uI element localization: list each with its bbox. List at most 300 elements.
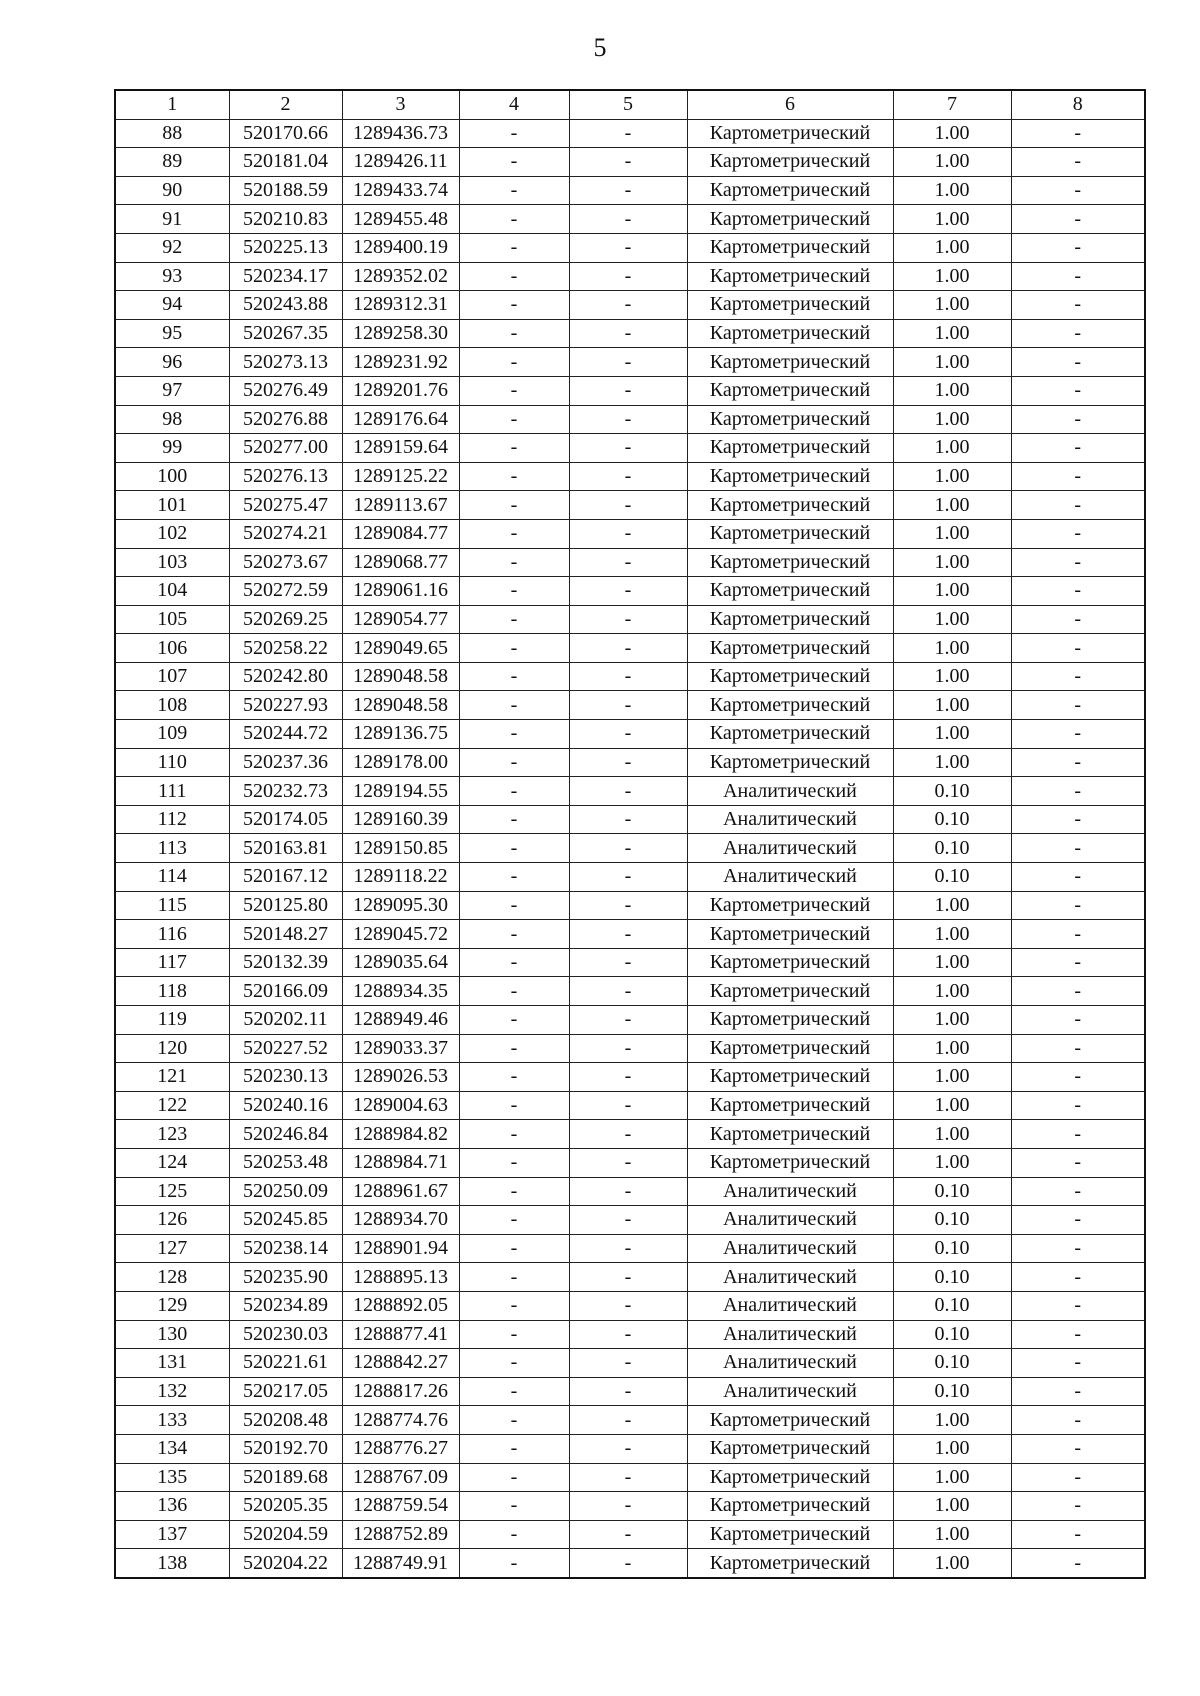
col8-cell: - [1011, 491, 1145, 520]
x-coordinate-cell: 520273.67 [229, 548, 342, 577]
table-row [115, 662, 1145, 691]
col4-cell: - [459, 1349, 569, 1378]
col5-cell: - [569, 1263, 687, 1292]
x-coordinate-cell: 520192.70 [229, 1434, 342, 1463]
point-number-cell: 96 [115, 348, 229, 377]
point-number-cell: 119 [115, 1006, 229, 1035]
col5-cell: - [569, 948, 687, 977]
point-number-cell: 88 [115, 119, 229, 148]
col4-cell: - [459, 205, 569, 234]
x-coordinate-cell: 520189.68 [229, 1463, 342, 1492]
method-cell: Аналитический [687, 1349, 893, 1378]
y-coordinate-cell: 1289054.77 [342, 605, 459, 634]
col8-cell: - [1011, 1006, 1145, 1035]
point-number-cell: 101 [115, 491, 229, 520]
point-number-cell: 132 [115, 1377, 229, 1406]
method-cell: Картометрический [687, 491, 893, 520]
point-number-cell: 114 [115, 863, 229, 892]
col4-cell: - [459, 1063, 569, 1092]
x-coordinate-cell: 520277.00 [229, 434, 342, 463]
table-row [115, 1234, 1145, 1263]
col4-cell: - [459, 1034, 569, 1063]
y-coordinate-cell: 1289433.74 [342, 176, 459, 205]
point-number-cell: 97 [115, 376, 229, 405]
accuracy-cell: 1.00 [893, 1549, 1011, 1578]
col4-cell: - [459, 1406, 569, 1435]
col8-cell: - [1011, 1148, 1145, 1177]
col8-cell: - [1011, 205, 1145, 234]
point-number-cell: 138 [115, 1549, 229, 1578]
col4-cell: - [459, 863, 569, 892]
point-number-cell: 123 [115, 1120, 229, 1149]
x-coordinate-cell: 520167.12 [229, 863, 342, 892]
col5-cell: - [569, 1520, 687, 1549]
table-row [115, 805, 1145, 834]
col8-cell: - [1011, 233, 1145, 262]
col4-cell: - [459, 233, 569, 262]
col8-cell: - [1011, 405, 1145, 434]
col5-cell: - [569, 1434, 687, 1463]
method-cell: Картометрический [687, 291, 893, 320]
table-row [115, 891, 1145, 920]
y-coordinate-cell: 1289048.58 [342, 691, 459, 720]
x-coordinate-cell: 520188.59 [229, 176, 342, 205]
column-header: 5 [569, 90, 687, 119]
col5-cell: - [569, 1234, 687, 1263]
table-row [115, 1206, 1145, 1235]
col4-cell: - [459, 1520, 569, 1549]
method-cell: Картометрический [687, 1034, 893, 1063]
accuracy-cell: 0.10 [893, 805, 1011, 834]
table-row [115, 548, 1145, 577]
col5-cell: - [569, 1063, 687, 1092]
y-coordinate-cell: 1289068.77 [342, 548, 459, 577]
col8-cell: - [1011, 1091, 1145, 1120]
col4-cell: - [459, 1434, 569, 1463]
accuracy-cell: 1.00 [893, 319, 1011, 348]
table-row [115, 1349, 1145, 1378]
y-coordinate-cell: 1288901.94 [342, 1234, 459, 1263]
y-coordinate-cell: 1289061.16 [342, 577, 459, 606]
table-row [115, 319, 1145, 348]
col5-cell: - [569, 1006, 687, 1035]
method-cell: Картометрический [687, 1120, 893, 1149]
x-coordinate-cell: 520234.17 [229, 262, 342, 291]
col8-cell: - [1011, 1263, 1145, 1292]
col4-cell: - [459, 605, 569, 634]
point-number-cell: 117 [115, 948, 229, 977]
col5-cell: - [569, 519, 687, 548]
point-number-cell: 124 [115, 1148, 229, 1177]
col5-cell: - [569, 662, 687, 691]
col4-cell: - [459, 434, 569, 463]
column-header: 2 [229, 90, 342, 119]
y-coordinate-cell: 1289125.22 [342, 462, 459, 491]
accuracy-cell: 1.00 [893, 748, 1011, 777]
method-cell: Картометрический [687, 176, 893, 205]
accuracy-cell: 0.10 [893, 1206, 1011, 1235]
method-cell: Картометрический [687, 891, 893, 920]
col4-cell: - [459, 519, 569, 548]
col5-cell: - [569, 462, 687, 491]
col5-cell: - [569, 691, 687, 720]
y-coordinate-cell: 1289312.31 [342, 291, 459, 320]
col5-cell: - [569, 920, 687, 949]
method-cell: Аналитический [687, 863, 893, 892]
col5-cell: - [569, 1549, 687, 1578]
col4-cell: - [459, 777, 569, 806]
point-number-cell: 93 [115, 262, 229, 291]
col8-cell: - [1011, 462, 1145, 491]
table-row [115, 920, 1145, 949]
accuracy-cell: 1.00 [893, 205, 1011, 234]
y-coordinate-cell: 1288892.05 [342, 1291, 459, 1320]
col4-cell: - [459, 662, 569, 691]
y-coordinate-cell: 1288877.41 [342, 1320, 459, 1349]
table-row [115, 233, 1145, 262]
y-coordinate-cell: 1289176.64 [342, 405, 459, 434]
x-coordinate-cell: 520237.36 [229, 748, 342, 777]
accuracy-cell: 0.10 [893, 1234, 1011, 1263]
accuracy-cell: 1.00 [893, 1063, 1011, 1092]
accuracy-cell: 1.00 [893, 1034, 1011, 1063]
col5-cell: - [569, 348, 687, 377]
point-number-cell: 137 [115, 1520, 229, 1549]
table-row [115, 977, 1145, 1006]
accuracy-cell: 0.10 [893, 1177, 1011, 1206]
table-row [115, 205, 1145, 234]
y-coordinate-cell: 1289150.85 [342, 834, 459, 863]
x-coordinate-cell: 520272.59 [229, 577, 342, 606]
table-row [115, 1492, 1145, 1521]
accuracy-cell: 1.00 [893, 891, 1011, 920]
x-coordinate-cell: 520274.21 [229, 519, 342, 548]
col8-cell: - [1011, 948, 1145, 977]
table-row [115, 605, 1145, 634]
accuracy-cell: 1.00 [893, 1148, 1011, 1177]
method-cell: Аналитический [687, 1377, 893, 1406]
y-coordinate-cell: 1288934.35 [342, 977, 459, 1006]
y-coordinate-cell: 1288842.27 [342, 1349, 459, 1378]
table-row [115, 1406, 1145, 1435]
method-cell: Аналитический [687, 1263, 893, 1292]
col8-cell: - [1011, 1349, 1145, 1378]
col8-cell: - [1011, 1206, 1145, 1235]
col8-cell: - [1011, 863, 1145, 892]
col8-cell: - [1011, 119, 1145, 148]
accuracy-cell: 1.00 [893, 262, 1011, 291]
x-coordinate-cell: 520132.39 [229, 948, 342, 977]
y-coordinate-cell: 1288776.27 [342, 1434, 459, 1463]
y-coordinate-cell: 1288752.89 [342, 1520, 459, 1549]
method-cell: Картометрический [687, 348, 893, 377]
x-coordinate-cell: 520225.13 [229, 233, 342, 262]
table-row [115, 1434, 1145, 1463]
x-coordinate-cell: 520242.80 [229, 662, 342, 691]
table-row [115, 462, 1145, 491]
col5-cell: - [569, 491, 687, 520]
col5-cell: - [569, 1120, 687, 1149]
table-row [115, 1120, 1145, 1149]
col4-cell: - [459, 977, 569, 1006]
col5-cell: - [569, 1291, 687, 1320]
accuracy-cell: 1.00 [893, 548, 1011, 577]
accuracy-cell: 0.10 [893, 1320, 1011, 1349]
table-row [115, 1177, 1145, 1206]
x-coordinate-cell: 520217.05 [229, 1377, 342, 1406]
col8-cell: - [1011, 577, 1145, 606]
col8-cell: - [1011, 1434, 1145, 1463]
table-row [115, 1006, 1145, 1035]
y-coordinate-cell: 1289136.75 [342, 720, 459, 749]
point-number-cell: 94 [115, 291, 229, 320]
accuracy-cell: 1.00 [893, 376, 1011, 405]
y-coordinate-cell: 1289258.30 [342, 319, 459, 348]
method-cell: Картометрический [687, 148, 893, 177]
table-row [115, 948, 1145, 977]
col8-cell: - [1011, 834, 1145, 863]
x-coordinate-cell: 520204.22 [229, 1549, 342, 1578]
y-coordinate-cell: 1289004.63 [342, 1091, 459, 1120]
accuracy-cell: 0.10 [893, 1291, 1011, 1320]
column-header: 3 [342, 90, 459, 119]
y-coordinate-cell: 1288984.82 [342, 1120, 459, 1149]
x-coordinate-cell: 520148.27 [229, 920, 342, 949]
accuracy-cell: 0.10 [893, 1263, 1011, 1292]
table-row [115, 777, 1145, 806]
x-coordinate-cell: 520267.35 [229, 319, 342, 348]
point-number-cell: 108 [115, 691, 229, 720]
method-cell: Картометрический [687, 1406, 893, 1435]
col4-cell: - [459, 1006, 569, 1035]
point-number-cell: 89 [115, 148, 229, 177]
column-header: 4 [459, 90, 569, 119]
method-cell: Картометрический [687, 548, 893, 577]
method-cell: Картометрический [687, 691, 893, 720]
point-number-cell: 113 [115, 834, 229, 863]
point-number-cell: 91 [115, 205, 229, 234]
y-coordinate-cell: 1288749.91 [342, 1549, 459, 1578]
accuracy-cell: 1.00 [893, 577, 1011, 606]
accuracy-cell: 1.00 [893, 119, 1011, 148]
col8-cell: - [1011, 605, 1145, 634]
y-coordinate-cell: 1289178.00 [342, 748, 459, 777]
method-cell: Аналитический [687, 777, 893, 806]
accuracy-cell: 0.10 [893, 863, 1011, 892]
col5-cell: - [569, 148, 687, 177]
point-number-cell: 133 [115, 1406, 229, 1435]
col4-cell: - [459, 348, 569, 377]
accuracy-cell: 1.00 [893, 348, 1011, 377]
col8-cell: - [1011, 891, 1145, 920]
col4-cell: - [459, 262, 569, 291]
y-coordinate-cell: 1289118.22 [342, 863, 459, 892]
table-row [115, 1320, 1145, 1349]
table-row [115, 1091, 1145, 1120]
accuracy-cell: 1.00 [893, 405, 1011, 434]
method-cell: Картометрический [687, 1063, 893, 1092]
x-coordinate-cell: 520230.03 [229, 1320, 342, 1349]
col8-cell: - [1011, 1034, 1145, 1063]
accuracy-cell: 1.00 [893, 634, 1011, 663]
method-cell: Картометрический [687, 1463, 893, 1492]
x-coordinate-cell: 520243.88 [229, 291, 342, 320]
y-coordinate-cell: 1289045.72 [342, 920, 459, 949]
col8-cell: - [1011, 319, 1145, 348]
accuracy-cell: 0.10 [893, 1377, 1011, 1406]
method-cell: Картометрический [687, 577, 893, 606]
method-cell: Картометрический [687, 1520, 893, 1549]
method-cell: Аналитический [687, 1291, 893, 1320]
method-cell: Аналитический [687, 834, 893, 863]
point-number-cell: 128 [115, 1263, 229, 1292]
accuracy-cell: 0.10 [893, 834, 1011, 863]
col4-cell: - [459, 1492, 569, 1521]
col8-cell: - [1011, 376, 1145, 405]
col4-cell: - [459, 834, 569, 863]
col8-cell: - [1011, 1406, 1145, 1435]
col8-cell: - [1011, 548, 1145, 577]
col5-cell: - [569, 977, 687, 1006]
method-cell: Аналитический [687, 1177, 893, 1206]
x-coordinate-cell: 520244.72 [229, 720, 342, 749]
point-number-cell: 115 [115, 891, 229, 920]
col4-cell: - [459, 805, 569, 834]
point-number-cell: 131 [115, 1349, 229, 1378]
col5-cell: - [569, 434, 687, 463]
col8-cell: - [1011, 262, 1145, 291]
accuracy-cell: 1.00 [893, 1434, 1011, 1463]
x-coordinate-cell: 520276.13 [229, 462, 342, 491]
y-coordinate-cell: 1289455.48 [342, 205, 459, 234]
x-coordinate-cell: 520227.52 [229, 1034, 342, 1063]
col8-cell: - [1011, 1549, 1145, 1578]
table-row [115, 348, 1145, 377]
x-coordinate-cell: 520166.09 [229, 977, 342, 1006]
x-coordinate-cell: 520269.25 [229, 605, 342, 634]
col8-cell: - [1011, 1120, 1145, 1149]
x-coordinate-cell: 520250.09 [229, 1177, 342, 1206]
col4-cell: - [459, 1377, 569, 1406]
x-coordinate-cell: 520221.61 [229, 1349, 342, 1378]
method-cell: Картометрический [687, 1434, 893, 1463]
point-number-cell: 107 [115, 662, 229, 691]
table-row [115, 1377, 1145, 1406]
y-coordinate-cell: 1288774.76 [342, 1406, 459, 1435]
x-coordinate-cell: 520204.59 [229, 1520, 342, 1549]
header-row [115, 90, 1145, 119]
col5-cell: - [569, 1377, 687, 1406]
col8-cell: - [1011, 176, 1145, 205]
point-number-cell: 100 [115, 462, 229, 491]
method-cell: Картометрический [687, 634, 893, 663]
accuracy-cell: 1.00 [893, 233, 1011, 262]
col4-cell: - [459, 119, 569, 148]
accuracy-cell: 0.10 [893, 777, 1011, 806]
point-number-cell: 118 [115, 977, 229, 1006]
point-number-cell: 111 [115, 777, 229, 806]
accuracy-cell: 1.00 [893, 1120, 1011, 1149]
x-coordinate-cell: 520234.89 [229, 1291, 342, 1320]
col5-cell: - [569, 891, 687, 920]
x-coordinate-cell: 520276.49 [229, 376, 342, 405]
col4-cell: - [459, 1148, 569, 1177]
table-row [115, 434, 1145, 463]
x-coordinate-cell: 520232.73 [229, 777, 342, 806]
col8-cell: - [1011, 777, 1145, 806]
col8-cell: - [1011, 634, 1145, 663]
accuracy-cell: 1.00 [893, 977, 1011, 1006]
y-coordinate-cell: 1289426.11 [342, 148, 459, 177]
col4-cell: - [459, 634, 569, 663]
y-coordinate-cell: 1289160.39 [342, 805, 459, 834]
col4-cell: - [459, 1291, 569, 1320]
col8-cell: - [1011, 348, 1145, 377]
method-cell: Картометрический [687, 920, 893, 949]
method-cell: Картометрический [687, 376, 893, 405]
method-cell: Картометрический [687, 662, 893, 691]
col4-cell: - [459, 720, 569, 749]
col4-cell: - [459, 548, 569, 577]
col5-cell: - [569, 805, 687, 834]
col8-cell: - [1011, 1463, 1145, 1492]
y-coordinate-cell: 1289400.19 [342, 233, 459, 262]
col5-cell: - [569, 1206, 687, 1235]
accuracy-cell: 1.00 [893, 291, 1011, 320]
col4-cell: - [459, 491, 569, 520]
table-row [115, 1549, 1145, 1578]
col8-cell: - [1011, 434, 1145, 463]
y-coordinate-cell: 1289035.64 [342, 948, 459, 977]
col4-cell: - [459, 1320, 569, 1349]
x-coordinate-cell: 520276.88 [229, 405, 342, 434]
accuracy-cell: 1.00 [893, 434, 1011, 463]
method-cell: Картометрический [687, 1492, 893, 1521]
table-body [115, 119, 1145, 1578]
x-coordinate-cell: 520170.66 [229, 119, 342, 148]
method-cell: Картометрический [687, 1091, 893, 1120]
col4-cell: - [459, 148, 569, 177]
point-number-cell: 112 [115, 805, 229, 834]
col4-cell: - [459, 1463, 569, 1492]
y-coordinate-cell: 1288759.54 [342, 1492, 459, 1521]
col5-cell: - [569, 291, 687, 320]
method-cell: Картометрический [687, 977, 893, 1006]
col5-cell: - [569, 777, 687, 806]
col4-cell: - [459, 1120, 569, 1149]
y-coordinate-cell: 1289095.30 [342, 891, 459, 920]
point-number-cell: 122 [115, 1091, 229, 1120]
accuracy-cell: 1.00 [893, 1463, 1011, 1492]
col5-cell: - [569, 205, 687, 234]
column-header: 1 [115, 90, 229, 119]
accuracy-cell: 1.00 [893, 720, 1011, 749]
col4-cell: - [459, 691, 569, 720]
y-coordinate-cell: 1289194.55 [342, 777, 459, 806]
point-number-cell: 129 [115, 1291, 229, 1320]
col4-cell: - [459, 1206, 569, 1235]
y-coordinate-cell: 1289084.77 [342, 519, 459, 548]
table-row [115, 376, 1145, 405]
x-coordinate-cell: 520181.04 [229, 148, 342, 177]
y-coordinate-cell: 1289159.64 [342, 434, 459, 463]
col5-cell: - [569, 634, 687, 663]
point-number-cell: 121 [115, 1063, 229, 1092]
accuracy-cell: 1.00 [893, 605, 1011, 634]
x-coordinate-cell: 520163.81 [229, 834, 342, 863]
point-number-cell: 134 [115, 1434, 229, 1463]
accuracy-cell: 1.00 [893, 920, 1011, 949]
